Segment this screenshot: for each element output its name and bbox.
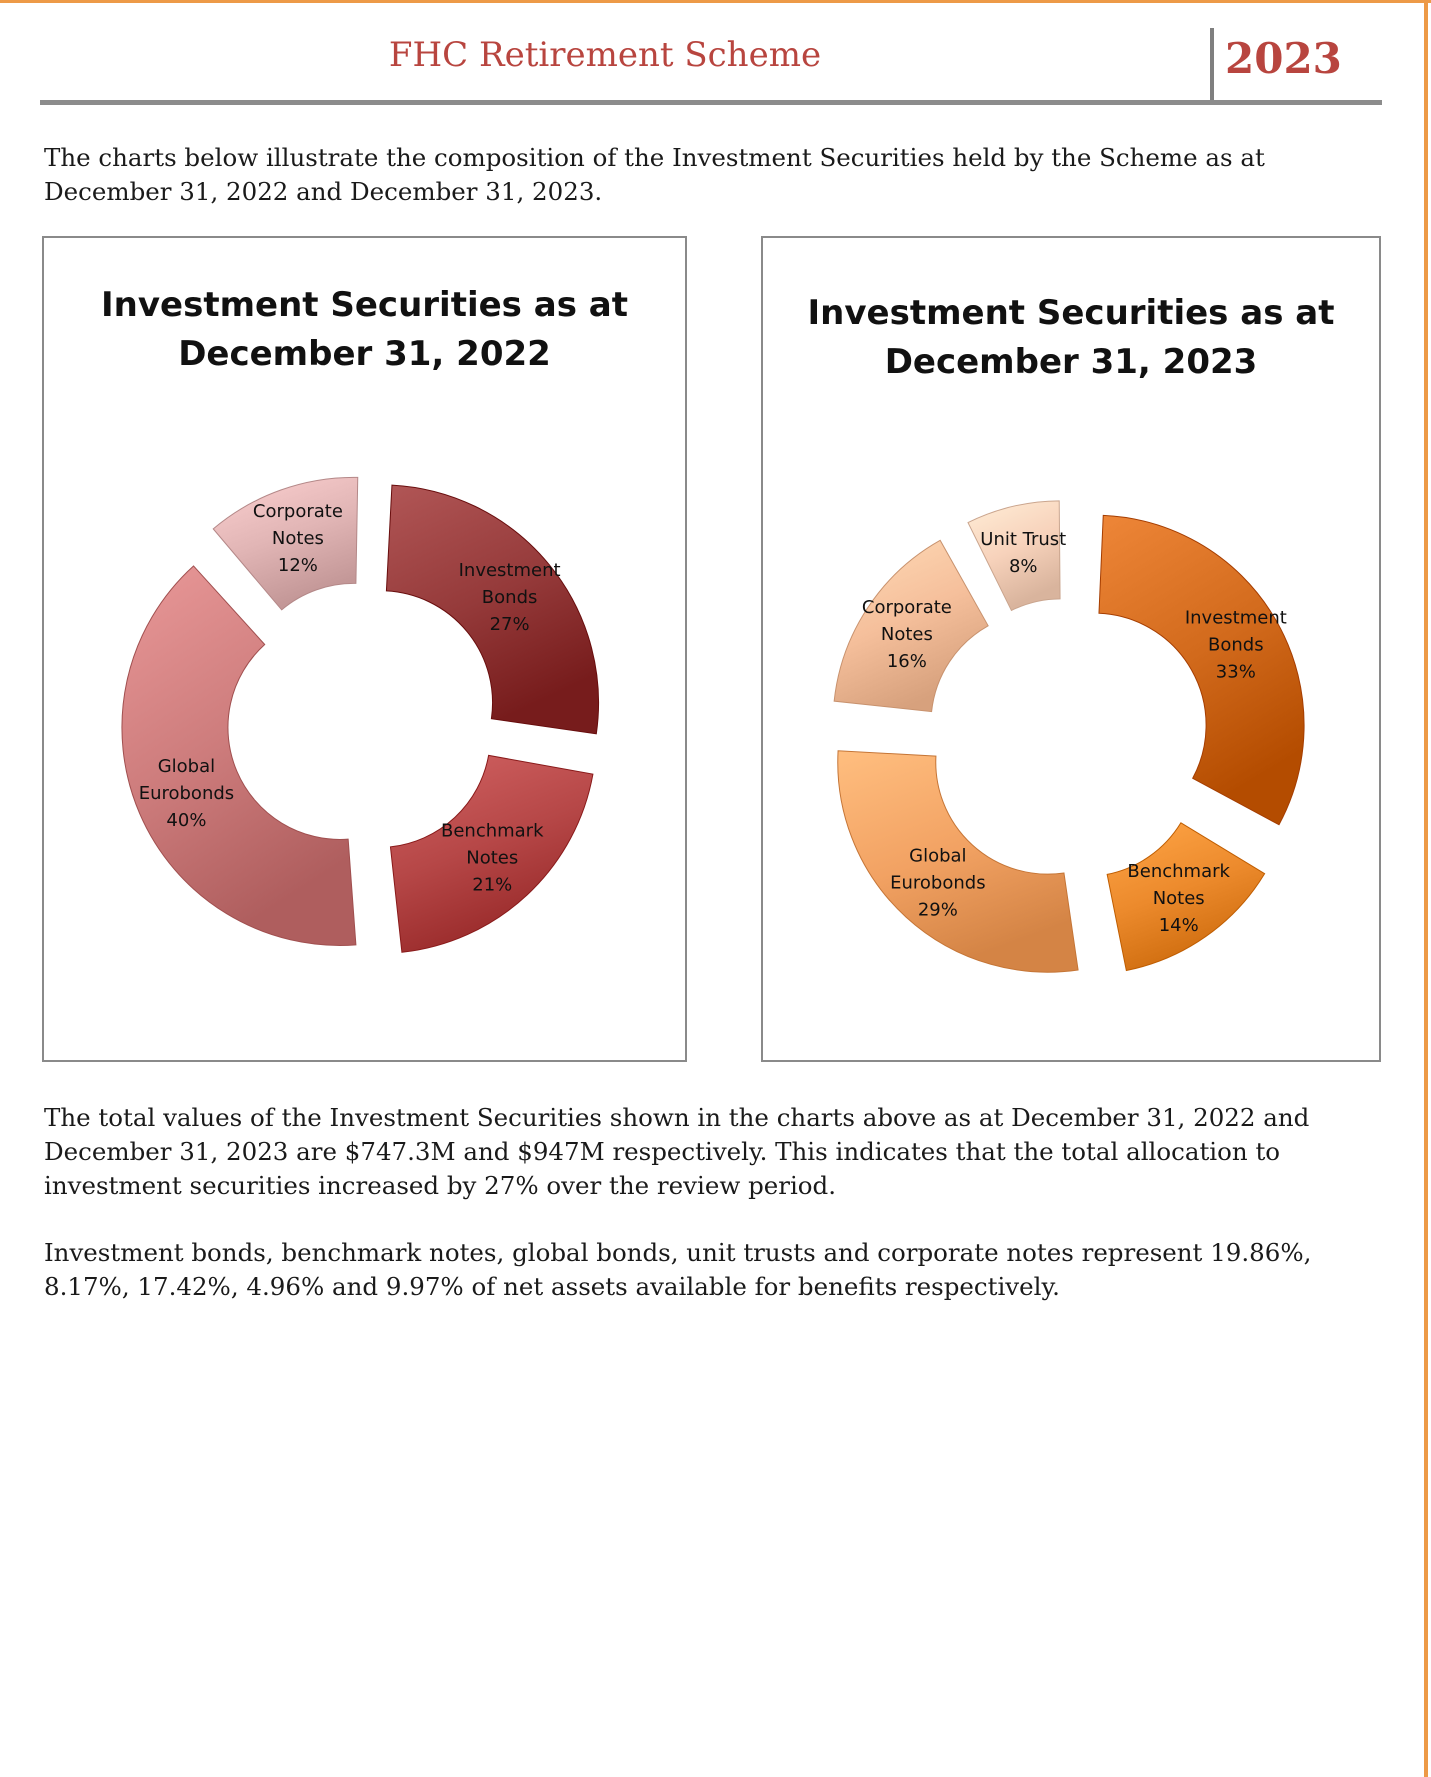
chart-2022-doughnut bbox=[44, 238, 685, 1060]
header-divider bbox=[1210, 28, 1214, 102]
chart-title-line: Investment Securities as at bbox=[101, 285, 628, 325]
slice-name-line: Notes bbox=[466, 847, 519, 869]
slice-percent: 14% bbox=[1158, 915, 1199, 937]
slice-percent: 8% bbox=[1008, 555, 1038, 577]
chart-2023-frame bbox=[761, 236, 1381, 1062]
slice-name-line: Notes bbox=[880, 623, 933, 645]
summary-paragraph-2 bbox=[44, 1236, 1384, 1304]
slice-name-line: Notes bbox=[1152, 888, 1205, 910]
chart-title-line: December 31, 2022 bbox=[178, 334, 551, 374]
chart-2023-doughnut bbox=[763, 238, 1379, 1060]
slice-name-line: Investment bbox=[458, 559, 561, 581]
slice-name-line: Global bbox=[909, 845, 967, 867]
document-year: 2023 bbox=[1225, 34, 1342, 83]
summary-paragraph-1 bbox=[44, 1101, 1384, 1203]
slice-name-line: Investment bbox=[1184, 607, 1287, 629]
chart-2022-frame bbox=[42, 236, 687, 1062]
slice-percent: 33% bbox=[1215, 661, 1256, 683]
slice-percent: 40% bbox=[166, 810, 207, 832]
slice-percent: 29% bbox=[917, 899, 958, 921]
summary-text-1: The total values of the Investment Securities shown in the charts above as at December 31, 2022 and December 31, 2023 are $747.3M and $947M respectively. This indicates that the total allocation to investment securities increased by 27% over the review period. bbox=[44, 1103, 1310, 1200]
slice-name-line: Corporate bbox=[861, 596, 952, 618]
slice-investment-bonds bbox=[386, 485, 598, 734]
slice-name-line: Benchmark bbox=[440, 820, 544, 842]
slice-name-line: Corporate bbox=[252, 501, 343, 523]
summary-text-2: Investment bonds, benchmark notes, global bonds, unit trusts and corporate notes represent 19.86%, 8.17%, 17.42%, 4.96% and 9.97% of net assets available for benefits respectively. bbox=[44, 1238, 1312, 1301]
slice-name-line: Eurobonds bbox=[890, 872, 986, 894]
slice-name-line: Bonds bbox=[481, 586, 538, 608]
page-right-border bbox=[1424, 0, 1428, 1777]
slice-percent: 21% bbox=[472, 874, 513, 896]
chart-title-line: Investment Securities as at bbox=[807, 293, 1335, 333]
slice-name-line: Global bbox=[157, 756, 216, 778]
chart-title-line: December 31, 2023 bbox=[884, 342, 1258, 382]
slice-name-line: Benchmark bbox=[1127, 861, 1230, 883]
header-rule bbox=[40, 100, 1382, 105]
intro-text: The charts below illustrate the composition of the Investment Securities held by the Scheme as at December 31, 2022 and December 31, 2023. bbox=[44, 143, 1265, 206]
slice-investment-bonds bbox=[1099, 515, 1304, 824]
slice-percent: 12% bbox=[277, 555, 318, 577]
slice-percent: 16% bbox=[886, 650, 927, 672]
slice-name-line: Bonds bbox=[1208, 634, 1264, 656]
page-top-border bbox=[0, 0, 1431, 3]
slice-name-line: Eurobonds bbox=[138, 783, 235, 805]
intro-paragraph bbox=[44, 141, 1384, 209]
slice-name-line: Unit Trust bbox=[980, 528, 1067, 550]
document-title: FHC Retirement Scheme bbox=[388, 35, 822, 75]
slice-percent: 27% bbox=[489, 613, 530, 635]
slice-name-line: Notes bbox=[271, 528, 324, 550]
